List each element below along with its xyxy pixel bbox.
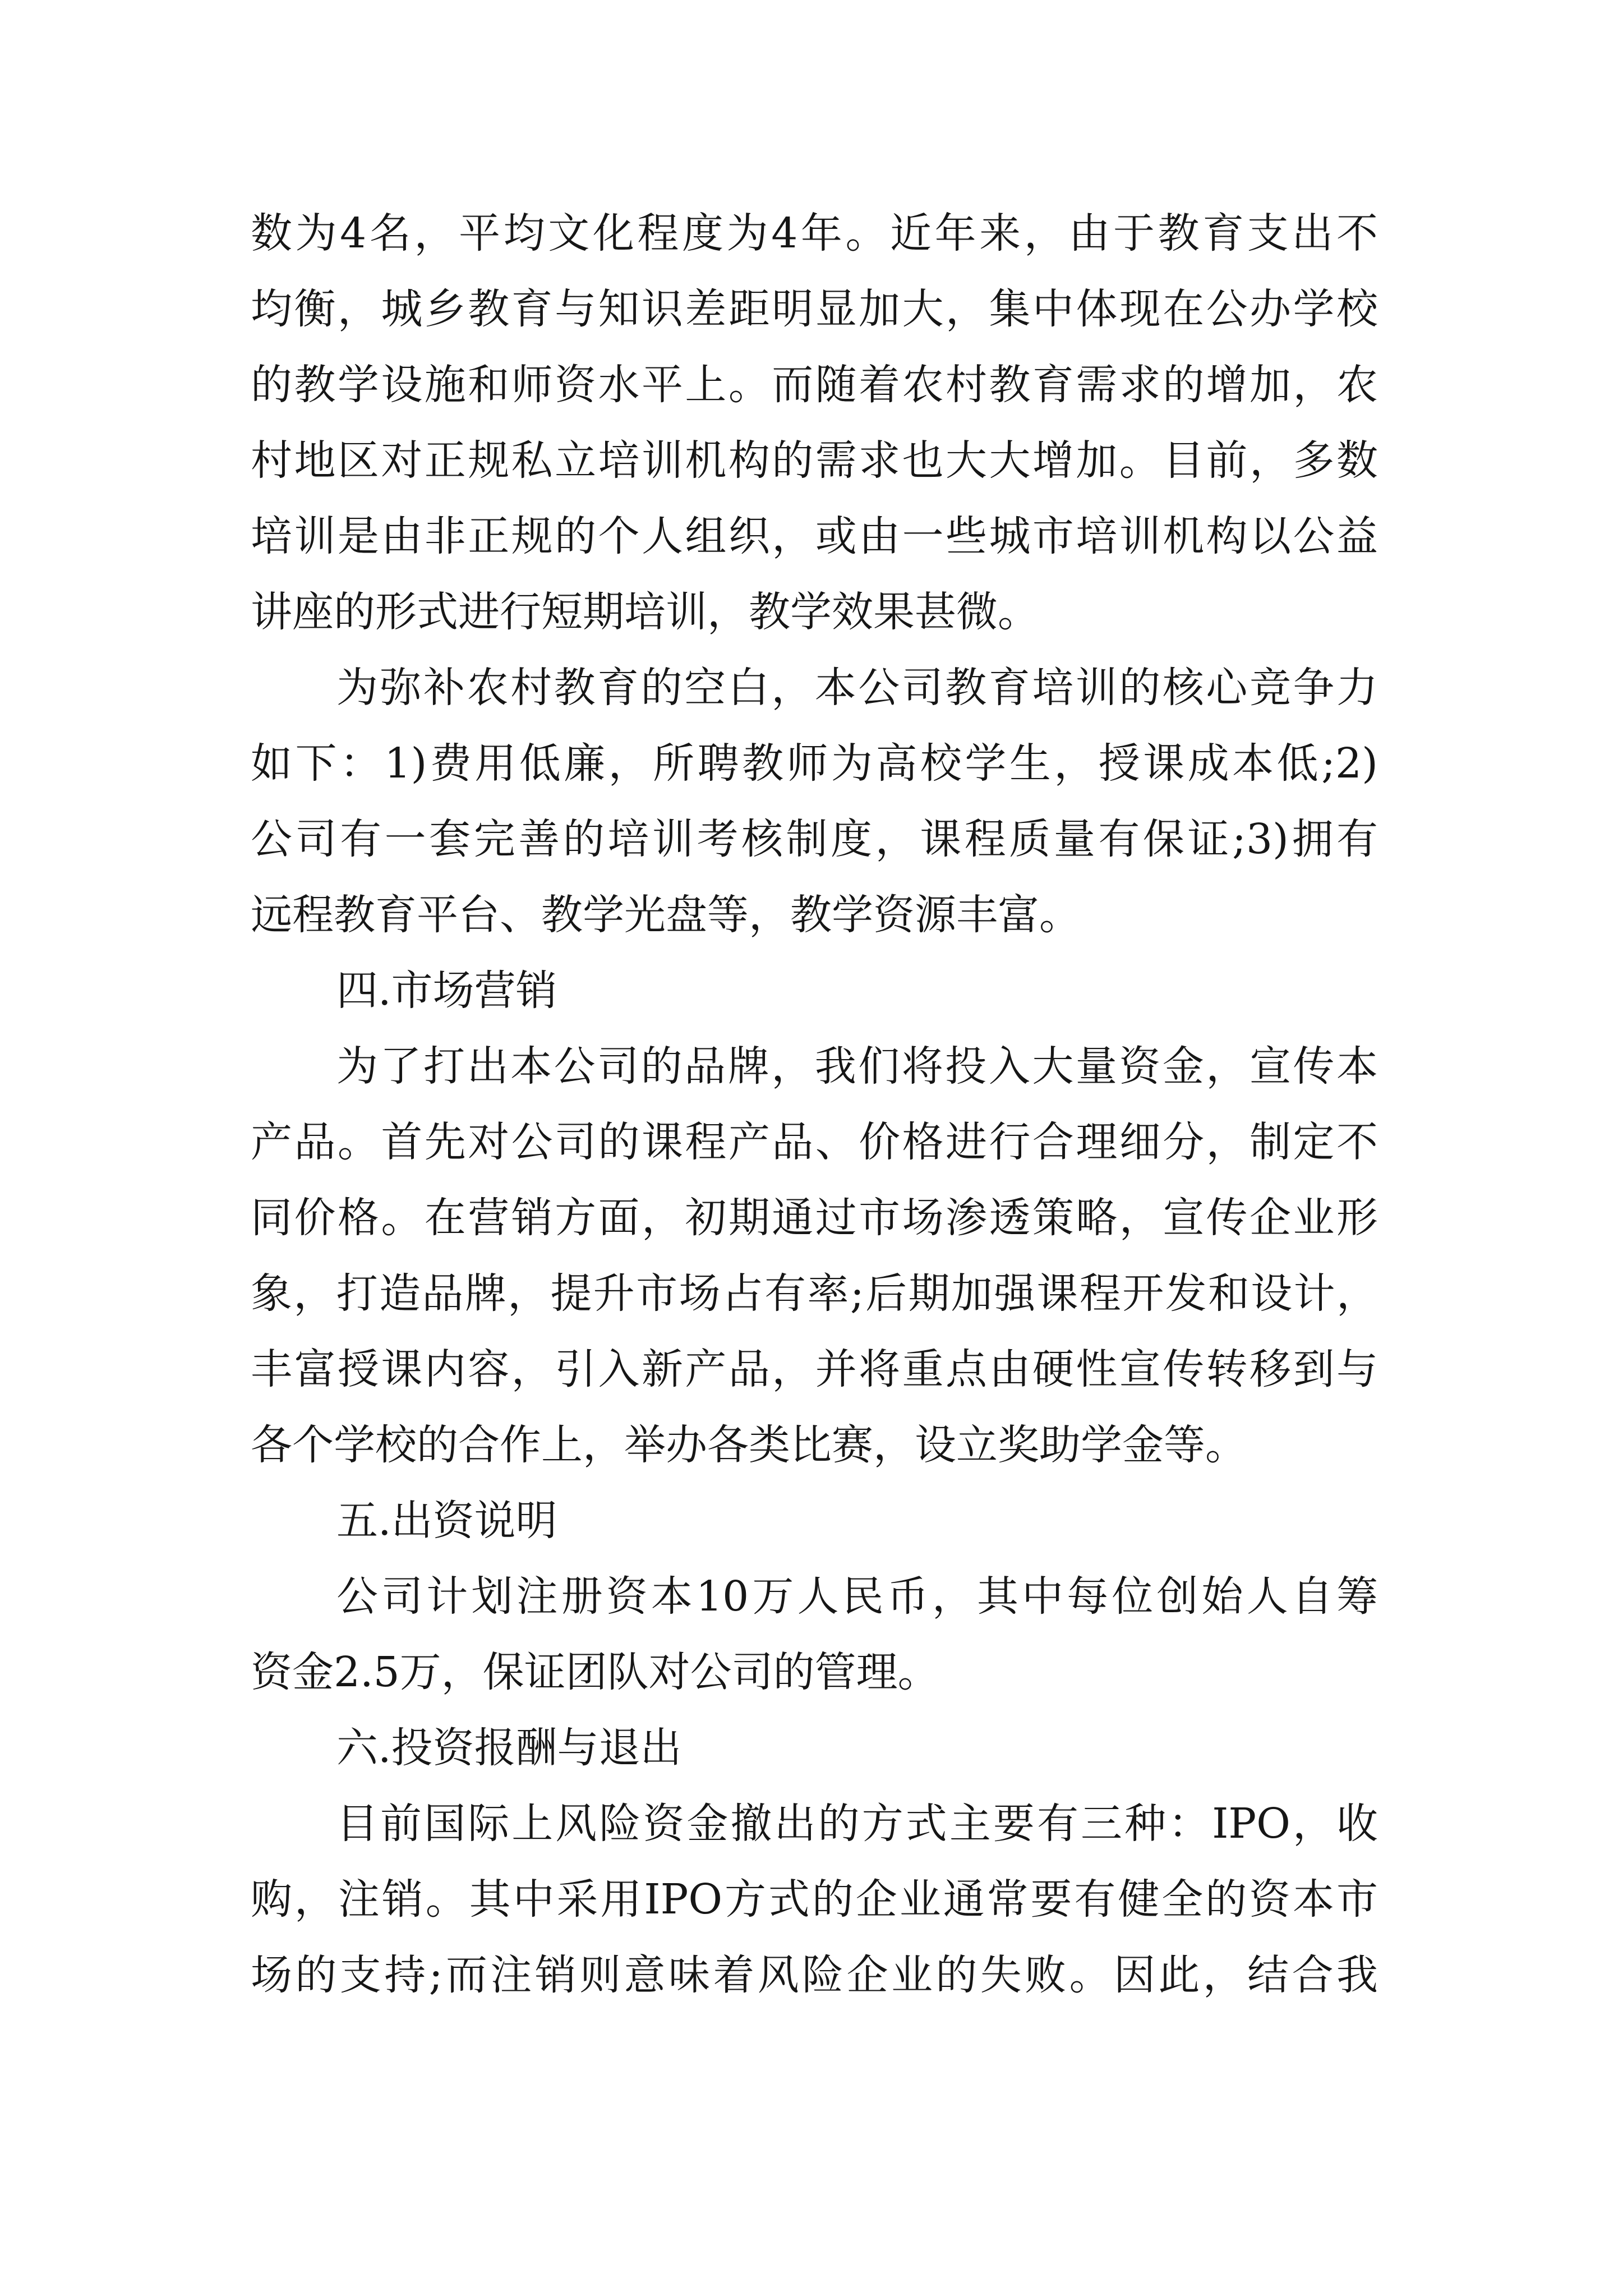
paragraph-first-line: 为了打出本公司的品牌，我们将投入大量资金，宣传本 [336, 1042, 1378, 1091]
paragraph-first-line: 公司计划注册资本10万人民币，其中每位创始人自筹 [336, 1572, 1378, 1621]
section-heading: 五.出资说明 [336, 1497, 557, 1545]
body-text-line: 购，注销。其中采用IPO方式的企业通常要有健全的资本市 [251, 1875, 1378, 1924]
body-text-line: 各个学校的合作上，举办各类比赛，设立奖助学金等。 [251, 1421, 1247, 1469]
section-heading: 六.投资报酬与退出 [336, 1724, 682, 1772]
body-text-line: 的教学设施和师资水平上。而随着农村教育需求的增加，农 [251, 361, 1378, 409]
body-text-line: 场的支持;而注销则意味着风险企业的失败。因此，结合我 [251, 1951, 1378, 1999]
body-text-line: 象，打造品牌，提升市场占有率;后期加强课程开发和设计， [251, 1269, 1378, 1318]
body-text-line: 同价格。在营销方面，初期通过市场渗透策略，宣传企业形 [251, 1194, 1378, 1242]
body-text-line: 均衡，城乡教育与知识差距明显加大，集中体现在公办学校 [251, 285, 1378, 333]
body-text-line: 村地区对正规私立培训机构的需求也大大增加。目前，多数 [251, 436, 1378, 485]
paragraph-first-line: 为弥补农村教育的空白，本公司教育培训的核心竞争力 [336, 664, 1378, 712]
body-text-line: 丰富授课内容，引入新产品，并将重点由硬性宣传转移到与 [251, 1345, 1378, 1393]
body-text-line: 公司有一套完善的培训考核制度，课程质量有保证;3)拥有 [251, 815, 1378, 863]
section-heading: 四.市场营销 [336, 967, 557, 1015]
body-text-line: 产品。首先对公司的课程产品、价格进行合理细分，制定不 [251, 1118, 1378, 1166]
body-text-line: 远程教育平台、教学光盘等，教学资源丰富。 [251, 891, 1081, 939]
body-text-line: 数为4名，平均文化程度为4年。近年来，由于教育支出不 [251, 209, 1378, 257]
body-text-line: 培训是由非正规的个人组织，或由一些城市培训机构以公益 [251, 512, 1378, 560]
body-text-line: 如下：1)费用低廉，所聘教师为高校学生，授课成本低;2) [251, 739, 1378, 788]
body-text-line: 讲座的形式进行短期培训，教学效果甚微。 [251, 588, 1039, 636]
body-text-line: 资金2.5万，保证团队对公司的管理。 [251, 1648, 939, 1696]
paragraph-first-line: 目前国际上风险资金撤出的方式主要有三种：IPO，收 [336, 1800, 1378, 1848]
